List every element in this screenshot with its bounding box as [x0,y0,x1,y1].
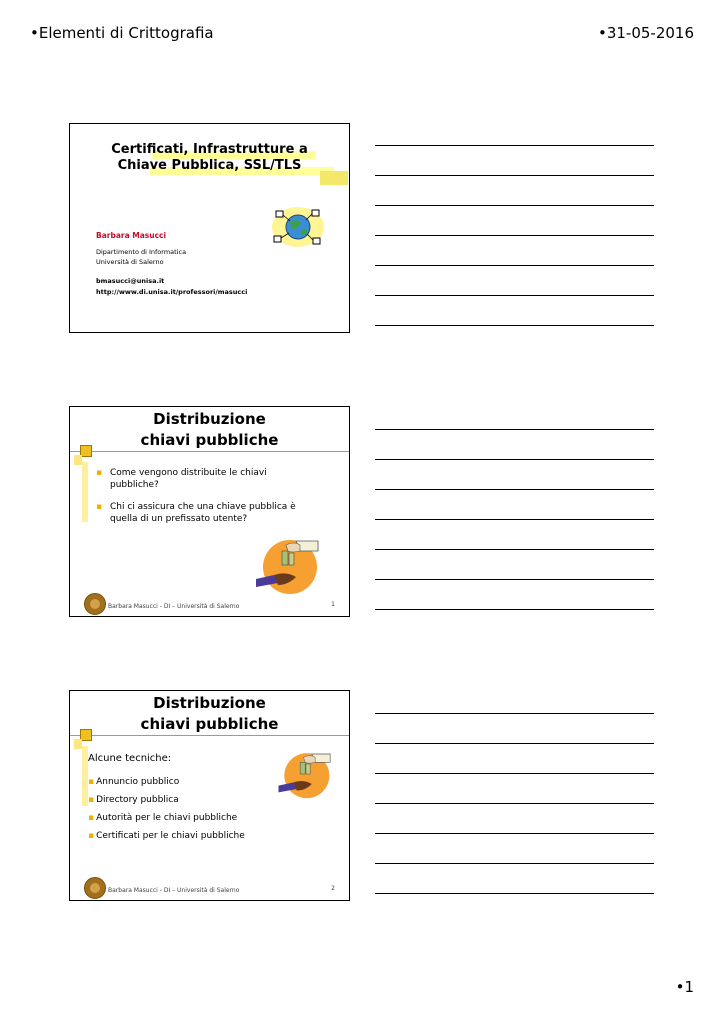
slide-3 [69,690,350,901]
list-item: ▪ Annuncio pubblico [88,773,245,791]
page-number: •1 [675,978,694,996]
title-line-1: Distribuzione [153,410,266,428]
note-line [375,549,654,550]
key-exchange-icon [278,749,334,803]
slide-1 [69,123,350,333]
slide-footer: Barbara Masucci - DI – Università di Salerno [108,603,240,610]
note-line [375,325,654,326]
globe-network-icon [268,202,328,256]
note-line [375,145,654,146]
note-line [375,265,654,266]
decor-square [74,739,82,749]
note-line [375,713,654,714]
key-exchange-icon [256,535,322,599]
note-line [375,459,654,460]
note-line [375,429,654,430]
slide-3-title [70,693,349,735]
university-logo [84,593,106,615]
note-line [375,579,654,580]
slide-2-title [70,409,349,451]
title-line-2: chiavi pubbliche [140,715,279,733]
note-line [375,863,654,864]
list-item: ▪ Autorità per le chiavi pubbliche [88,809,245,827]
title-rule [70,735,349,736]
contact [96,276,247,298]
dept-line-2: Università di Salerno [96,258,164,266]
note-line [375,489,654,490]
dept-line-1: Dipartimento di Informatica [96,248,187,256]
note-line [375,205,654,206]
note-line [375,295,654,296]
note-line [375,175,654,176]
header-title: •Elementi di Crittografia [30,24,214,42]
title-rule [70,451,349,452]
note-line [375,773,654,774]
note-line [375,235,654,236]
bullet-item: ▪ Chi ci assicura che una chiave pubblica è quella di un prefissato utente? [96,501,316,525]
bullet-item: ▪ Come vengono distribuite le chiavi pubbliche? [96,467,316,491]
department [96,247,186,267]
note-line [375,743,654,744]
decor-square [74,455,82,465]
technique-list [88,773,245,845]
header-date: •31-05-2016 [597,24,694,42]
slide-number: 2 [331,885,335,892]
note-line [375,833,654,834]
slide-footer: Barbara Masucci - DI – Università di Salerno [108,887,240,894]
university-logo [84,877,106,899]
note-line [375,803,654,804]
list-item: ▪ Directory pubblica [88,791,245,809]
title-line-1: Certificati, Infrastrutture a [111,142,308,157]
title-line-2: Chiave Pubblica, SSL/TLS [117,158,302,173]
author-name: Barbara Masucci [96,231,167,240]
slide-number: 1 [331,601,335,608]
slide-2 [69,406,350,617]
list-item: ▪ Certificati per le chiavi pubbliche [88,827,245,845]
bullet-list [96,467,316,535]
note-line [375,609,654,610]
title-line-2: chiavi pubbliche [140,431,279,449]
email-text: bmasucci@unisa.it [96,277,165,285]
decor-strip [82,462,88,522]
intro-text: Alcune tecniche: [88,753,172,764]
url-text: http://www.di.unisa.it/professori/masucci [96,288,248,296]
title-line-1: Distribuzione [153,694,266,712]
note-line [375,519,654,520]
slide-1-title [70,142,349,174]
note-line [375,893,654,894]
